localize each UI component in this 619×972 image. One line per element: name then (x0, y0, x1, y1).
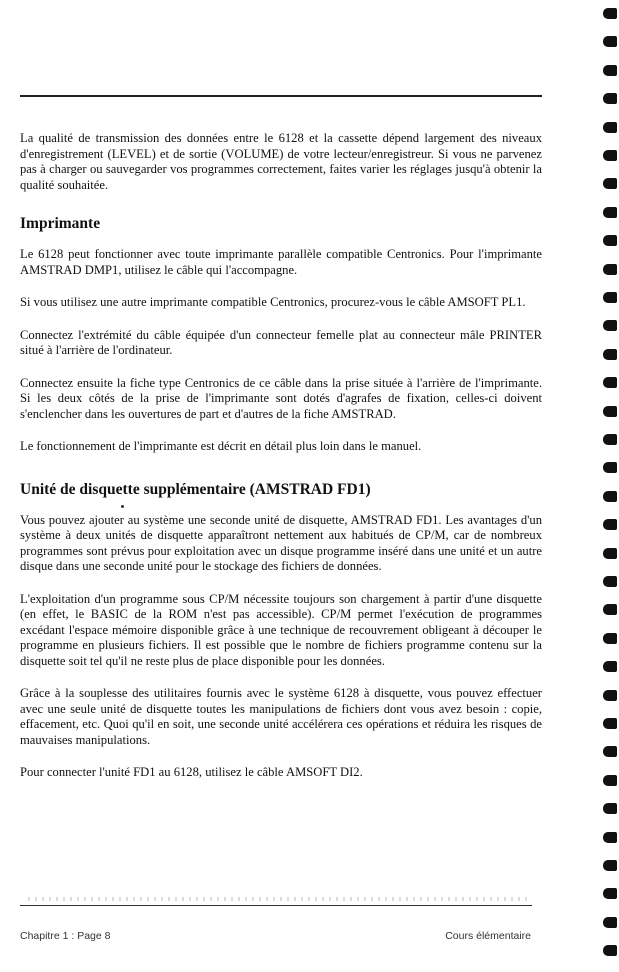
disk-paragraph-1: Vous pouvez ajouter au système une seconde unité de disquette, AMSTRAD FD1. Les avantages d'un système à deux unités de disquette apparaîtront nettement aux habitués de CP/M, car de nombreux programmes sont prévus pour exploitation avec un disque programme inséré dans une unité et un autre disque dans une seconde unité pour le stockage des fichiers de données. (20, 512, 542, 573)
binding-ring (603, 207, 617, 218)
binding-ring (603, 264, 617, 275)
binding-ring (603, 292, 617, 303)
binding-ring (603, 746, 617, 757)
footer-chapter-page: Chapitre 1 : Page 8 (20, 930, 111, 942)
binding-ring (603, 320, 617, 331)
binding-ring (603, 548, 617, 559)
binding-ring (603, 93, 617, 104)
binding-ring (603, 377, 617, 388)
top-rule (20, 95, 542, 97)
printer-paragraph-2: Si vous utilisez une autre imprimante compatible Centronics, procurez-vous le câble AMSOFT PL1. (20, 295, 526, 309)
bottom-rule (20, 905, 532, 906)
binding-ring (603, 690, 617, 701)
intro-paragraph: La qualité de transmission des données entre le 6128 et la cassette dépend largement des niveaux d'enregistrement (LEVEL) et de sortie (VOLUME) de votre lecteur/enregistreur. Si vous ne parvenez pas à charger ou sauvegarder vos programmes correctement, faites varier les réglages jusqu'à obtenir la qualité souhaitée. (20, 131, 542, 192)
binding-ring (603, 661, 617, 672)
binding-ring (603, 775, 617, 786)
disk-paragraph-3: Grâce à la souplesse des utilitaires fournis avec le système 6128 à disquette, vous pouvez effectuer avec une seule unité de disquette toutes les manipulations de fichiers dont vous avez besoin : copie, effacement, etc. Quoi qu'il en soit, une seconde unité accélérera ces opérations et réduira les risques de mauvaises manipulations. (20, 686, 542, 747)
binding-ring (603, 718, 617, 729)
binding-ring (603, 122, 617, 133)
binding-ring (603, 491, 617, 502)
disk-heading: Unité de disquette supplémentaire (AMSTRAD FD1) (20, 480, 371, 498)
page-body (20, 131, 542, 781)
disk-paragraph-4: Pour connecter l'unité FD1 au 6128, utilisez le câble AMSOFT DI2. (20, 765, 363, 779)
binding-ring (603, 36, 617, 47)
spiral-binding (597, 0, 619, 972)
binding-ring (603, 633, 617, 644)
binding-ring (603, 803, 617, 814)
disk-paragraph-2: L'exploitation d'un programme sous CP/M nécessite toujours son chargement à partir d'une disquette (en effet, le BASIC de la ROM n'est pas accessible). CP/M permet l'exécution de programmes excédant l'espace mémoire disponible grâce à une technique de recouvrement obligeant à découper le programme en plusieurs fichiers. Il est possible que le nombre de fichiers programme contenu sur la disquette soit tel qu'il ne reste plus de place disponible pour les données. (20, 591, 542, 668)
footer-course-title: Cours élémentaire (445, 930, 531, 942)
scan-noise (28, 897, 528, 901)
printer-paragraph-4: Connectez ensuite la fiche type Centronics de ce câble dans la prise située à l'arrière de l'imprimante. Si les deux côtés de la prise de l'imprimante sont dotés d'agrafes de fixation, celles-ci doivent s'enclencher dans les ouvertures de part et d'autres de la fiche AMSTRAD. (20, 375, 542, 421)
binding-ring (603, 462, 617, 473)
binding-ring (603, 8, 617, 19)
binding-ring (603, 349, 617, 360)
binding-ring (603, 519, 617, 530)
binding-ring (603, 945, 617, 956)
binding-ring (603, 576, 617, 587)
printer-paragraph-5: Le fonctionnement de l'imprimante est décrit en détail plus loin dans le manuel. (20, 439, 422, 453)
binding-ring (603, 235, 617, 246)
binding-ring (603, 917, 617, 928)
print-speck (121, 505, 124, 508)
binding-ring (603, 150, 617, 161)
binding-ring (603, 832, 617, 843)
binding-ring (603, 860, 617, 871)
binding-ring (603, 888, 617, 899)
printer-paragraph-1: Le 6128 peut fonctionner avec toute imprimante parallèle compatible Centronics. Pour l'imprimante AMSTRAD DMP1, utilisez le câble qui l'accompagne. (20, 247, 542, 277)
printer-heading: Imprimante (20, 215, 101, 232)
binding-ring (603, 604, 617, 615)
binding-ring (603, 406, 617, 417)
binding-ring (603, 434, 617, 445)
printer-paragraph-3: Connectez l'extrémité du câble équipée d'un connecteur femelle plat au connecteur mâle PRINTER situé à l'arrière de l'ordinateur. (20, 327, 542, 357)
binding-ring (603, 65, 617, 76)
binding-ring (603, 178, 617, 189)
